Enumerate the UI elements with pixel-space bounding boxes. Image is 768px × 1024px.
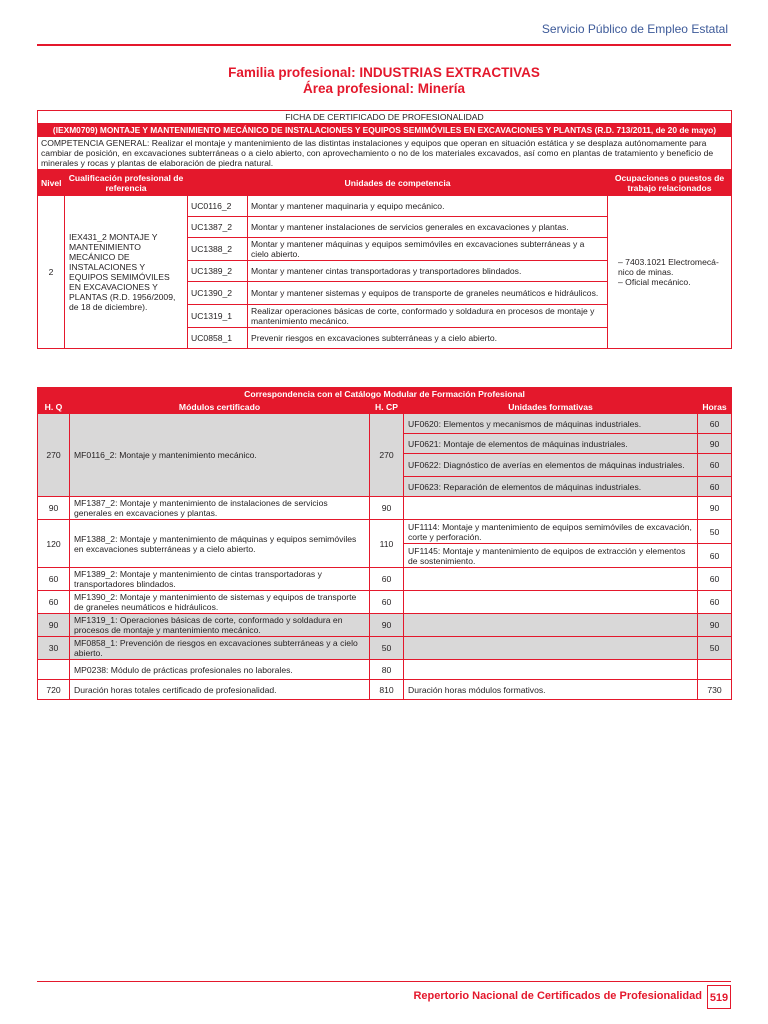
col-horas: Horas [698,401,732,414]
hcp-value: 110 [370,520,404,568]
horas-value: 90 [698,497,732,520]
uf-value [404,497,698,520]
modulo-value: MF1387_2: Montaje y mantenimiento de instalaciones de servicios generales en excavaciones y plantas. [70,497,370,520]
horas-value: 90 [698,614,732,637]
uf-value [404,660,698,680]
hq-value: 60 [38,568,70,591]
col-hq: H. Q [38,401,70,414]
top-rule [37,44,731,46]
modulo-value: MF1390_2: Montaje y mantenimiento de sistemas y equipos de transporte de graneles neumáticos e hidráulicos. [70,591,370,614]
uc-code: UC1388_2 [188,238,248,261]
col-nivel: Nivel [38,170,65,196]
footer-text: Repertorio Nacional de Certificados de Profesionalidad [413,990,702,1002]
modulo-value: MF0116_2: Montaje y mantenimiento mecánico. [70,414,370,497]
horas-value: 50 [698,637,732,660]
uc-code: UC1387_2 [188,217,248,238]
uf-value: UF0623: Reparación de elementos de máquinas industriales. [404,477,698,497]
footer-rule [37,981,731,982]
familia-title: Familia profesional: INDUSTRIAS EXTRACTIVAS [228,65,540,80]
uc-code: UC1390_2 [188,282,248,305]
uc-code: UC1389_2 [188,261,248,282]
modulo-value: MF1388_2: Montaje y mantenimiento de máquinas y equipos semimóviles en excavaciones subterráneas y a cielo abierto. [70,520,370,568]
uc-text: Montar y mantener instalaciones de servicios generales en excavaciones y plantas. [248,217,608,238]
total-hq: 720 [38,680,70,700]
uf-value: UF1145: Montaje y mantenimiento de equipos de extracción y elementos de sostenimiento. [404,544,698,568]
horas-value: 50 [698,520,732,544]
uc-text: Prevenir riesgos en excavaciones subterráneas y a cielo abierto. [248,328,608,349]
hq-value: 90 [38,497,70,520]
header-source: Servicio Público de Empleo Estatal [541,22,728,36]
uc-code: UC0858_1 [188,328,248,349]
uf-value [404,591,698,614]
col-hcp: H. CP [370,401,404,414]
ocupaciones-value [608,196,732,349]
uc-text: Montar y mantener cintas transportadoras y transportadores blindados. [248,261,608,282]
ficha-table [37,110,732,349]
page-number: 519 [707,985,731,1009]
modulo-value: MF1319_1: Operaciones básicas de corte, conformado y soldadura en procesos de montaje y mantenimiento mecánico. [70,614,370,637]
uc-text: Montar y mantener maquinaria y equipo mecánico. [248,196,608,217]
hcp-value: 60 [370,591,404,614]
hcp-value: 50 [370,637,404,660]
page-titles [0,65,768,97]
uf-value [404,614,698,637]
uf-value: UF1114: Montaje y mantenimiento de equipos semimóviles de excavación, corte y perforación. [404,520,698,544]
modulo-value: MF1389_2: Montaje y mantenimiento de cintas transportadoras y transportadores blindados. [70,568,370,591]
col-modulos: Módulos certificado [70,401,370,414]
horas-value [698,660,732,680]
uc-text: Montar y mantener sistemas y equipos de transporte de graneles neumáticos e hidráulicos. [248,282,608,305]
horas-value: 60 [698,591,732,614]
uf-value: UF0622: Diagnóstico de averías en elementos de máquinas industriales. [404,454,698,477]
hcp-value: 80 [370,660,404,680]
area-title: Área profesional: Minería [302,81,466,96]
modulo-value: MF0858_1: Prevención de riesgos en excavaciones subterráneas y a cielo abierto. [70,637,370,660]
total-hcp: 810 [370,680,404,700]
correspondencia-table [37,387,732,700]
hq-value [38,660,70,680]
hcp-value: 60 [370,568,404,591]
uf-value: UF0620: Elementos y mecanismos de máquinas industriales. [404,414,698,434]
modulo-value: MP0238: Módulo de prácticas profesionales no laborales. [70,660,370,680]
total-uf-label: Duración horas módulos formativos. [404,680,698,700]
col-uf: Unidades formativas [404,401,698,414]
horas-value: 60 [698,414,732,434]
nivel-value: 2 [38,196,65,349]
horas-value: 90 [698,434,732,454]
ficha-caption: FICHA DE CERTIFICADO DE PROFESIONALIDAD [38,111,732,124]
ocupacion-item: – Oficial mecánico. [618,277,691,287]
hcp-value: 270 [370,414,404,497]
horas-value: 60 [698,477,732,497]
ficha-title: (IEXM0709) MONTAJE Y MANTENIMIENTO MECÁNICO DE INSTALACIONES Y EQUIPOS SEMIMÓVILES EN EXCAVACIONES Y PLANTAS (R.D. 713/2011, de 20 de mayo) [38,124,732,137]
hcp-value: 90 [370,497,404,520]
total-horas: 730 [698,680,732,700]
col-unidades: Unidades de competencia [188,170,608,196]
uc-text: Realizar operaciones básicas de corte, conformado y soldadura en procesos de montaje y mantenimiento mecánico. [248,305,608,328]
uc-code: UC0116_2 [188,196,248,217]
hq-value: 270 [38,414,70,497]
uf-value [404,637,698,660]
uc-text: Montar y mantener máquinas y equipos semimóviles en excavaciones subterráneas y a cielo abierto. [248,238,608,261]
horas-value: 60 [698,568,732,591]
competencia-general: COMPETENCIA GENERAL: Realizar el montaje y mantenimiento de las distintas instalaciones y equipos que operan en situación estática y se desplaza autónomamente para cambiar de posición, en excavaciones subterráneas o a cielo abierto, con aprovechamiento o no de los materiales excavados, así como en plantas de tratamiento y beneficio de minerales y rocas y plantas de elaboración de piedra natural. [38,137,732,170]
hq-value: 120 [38,520,70,568]
col-ocupaciones: Ocupaciones o puestos de trabajo relacionados [608,170,732,196]
hcp-value: 90 [370,614,404,637]
hq-value: 90 [38,614,70,637]
uc-code: UC1319_1 [188,305,248,328]
col-cualificacion: Cualificación profesional de referencia [65,170,188,196]
horas-value: 60 [698,544,732,568]
total-label: Duración horas totales certificado de profesionalidad. [70,680,370,700]
uf-value [404,568,698,591]
hq-value: 60 [38,591,70,614]
ocupacion-item: – 7403.1021 Electromecá-nico de minas. [618,257,719,277]
uf-value: UF0621: Montaje de elementos de máquinas industriales. [404,434,698,454]
cualificacion-value: IEX431_2 MONTAJE Y MANTENIMIENTO MECÁNICO DE INSTALACIONES Y EQUIPOS SEMIMÓVILES EN EXCAVACIONES Y PLANTAS (R.D. 1956/2009, de 18 de diciembre). [65,196,188,349]
hq-value: 30 [38,637,70,660]
correspondencia-title: Correspondencia con el Catálogo Modular de Formación Profesional [38,388,732,401]
horas-value: 60 [698,454,732,477]
